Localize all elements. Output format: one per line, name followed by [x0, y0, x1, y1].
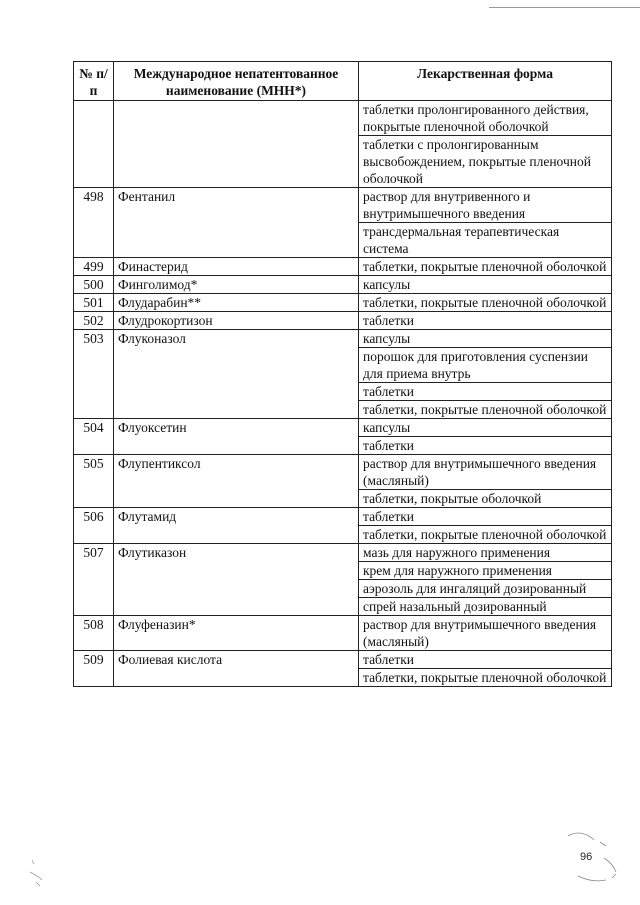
top-rule	[489, 7, 640, 8]
header-number: № п/п	[74, 62, 114, 101]
dosage-form: трансдермальная терапевтическая система	[359, 223, 612, 258]
dosage-form: порошок для приготовления суспензии для приема внутрь	[359, 348, 612, 383]
dosage-form: таблетки	[359, 312, 612, 330]
row-number: 508	[74, 616, 114, 651]
drug-name: Флутиказон	[114, 544, 359, 616]
table-row	[74, 312, 612, 330]
dosage-form: раствор для внутримышечного введения (масляный)	[359, 616, 612, 651]
dosage-form: таблетки пролонгированного действия, покрытые пленочной оболочкой	[359, 101, 612, 136]
dosage-form: таблетки	[359, 508, 612, 526]
dosage-form: таблетки	[359, 437, 612, 455]
table-row	[74, 101, 612, 136]
drug-name: Флупентиксол	[114, 455, 359, 508]
row-number: 509	[74, 651, 114, 687]
drug-name: Фентанил	[114, 188, 359, 258]
row-number: 498	[74, 188, 114, 258]
dosage-form: таблетки, покрытые пленочной оболочкой	[359, 258, 612, 276]
row-number: 504	[74, 419, 114, 455]
drug-name	[114, 101, 359, 188]
table-row	[74, 294, 612, 312]
row-number: 503	[74, 330, 114, 419]
dosage-form: таблетки, покрытые пленочной оболочкой	[359, 526, 612, 544]
dosage-form: раствор для внутривенного и внутримышечного введения	[359, 188, 612, 223]
header-inn-name: Международное непатентованное наименование (МНН*)	[114, 62, 359, 101]
table-header-row	[74, 62, 612, 101]
header-dosage-form: Лекарственная форма	[359, 62, 612, 101]
dosage-form: крем для наружного применения	[359, 562, 612, 580]
table-row	[74, 258, 612, 276]
dosage-form: капсулы	[359, 419, 612, 437]
row-number: 507	[74, 544, 114, 616]
dosage-form: таблетки, покрытые оболочкой	[359, 490, 612, 508]
drug-name: Флуконазол	[114, 330, 359, 419]
row-number: 499	[74, 258, 114, 276]
table-row	[74, 276, 612, 294]
drug-name: Финастерид	[114, 258, 359, 276]
row-number: 502	[74, 312, 114, 330]
drug-table	[73, 61, 612, 687]
dosage-form: таблетки	[359, 383, 612, 401]
dosage-form: таблетки, покрытые пленочной оболочкой	[359, 401, 612, 419]
row-number	[74, 101, 114, 188]
table-row	[74, 616, 612, 651]
corner-mark	[28, 858, 52, 888]
drug-name: Флудрокортизон	[114, 312, 359, 330]
dosage-form: таблетки	[359, 651, 612, 669]
page-number: 96	[580, 851, 593, 863]
drug-name: Флуоксетин	[114, 419, 359, 455]
dosage-form: мазь для наружного применения	[359, 544, 612, 562]
table-row	[74, 330, 612, 348]
table-body	[74, 101, 612, 687]
dosage-form: спрей назальный дозированный	[359, 598, 612, 616]
drug-name: Фолиевая кислота	[114, 651, 359, 687]
drug-name: Флударабин**	[114, 294, 359, 312]
drug-name: Финголимод*	[114, 276, 359, 294]
drug-name: Флутамид	[114, 508, 359, 544]
row-number: 500	[74, 276, 114, 294]
row-number: 506	[74, 508, 114, 544]
dosage-form: таблетки с пролонгированным высвобождением, покрытые пленочной оболочкой	[359, 136, 612, 188]
table-row	[74, 455, 612, 490]
dosage-form: капсулы	[359, 330, 612, 348]
dosage-form: капсулы	[359, 276, 612, 294]
row-number: 505	[74, 455, 114, 508]
dosage-form: таблетки, покрытые пленочной оболочкой	[359, 669, 612, 687]
table-row	[74, 544, 612, 562]
table-row	[74, 651, 612, 669]
dosage-form: раствор для внутримышечного введения (масляный)	[359, 455, 612, 490]
table-row	[74, 188, 612, 223]
drug-name: Флуфеназин*	[114, 616, 359, 651]
dosage-form: таблетки, покрытые пленочной оболочкой	[359, 294, 612, 312]
row-number: 501	[74, 294, 114, 312]
table-row	[74, 508, 612, 526]
dosage-form: аэрозоль для ингаляций дозированный	[359, 580, 612, 598]
table-row	[74, 419, 612, 437]
